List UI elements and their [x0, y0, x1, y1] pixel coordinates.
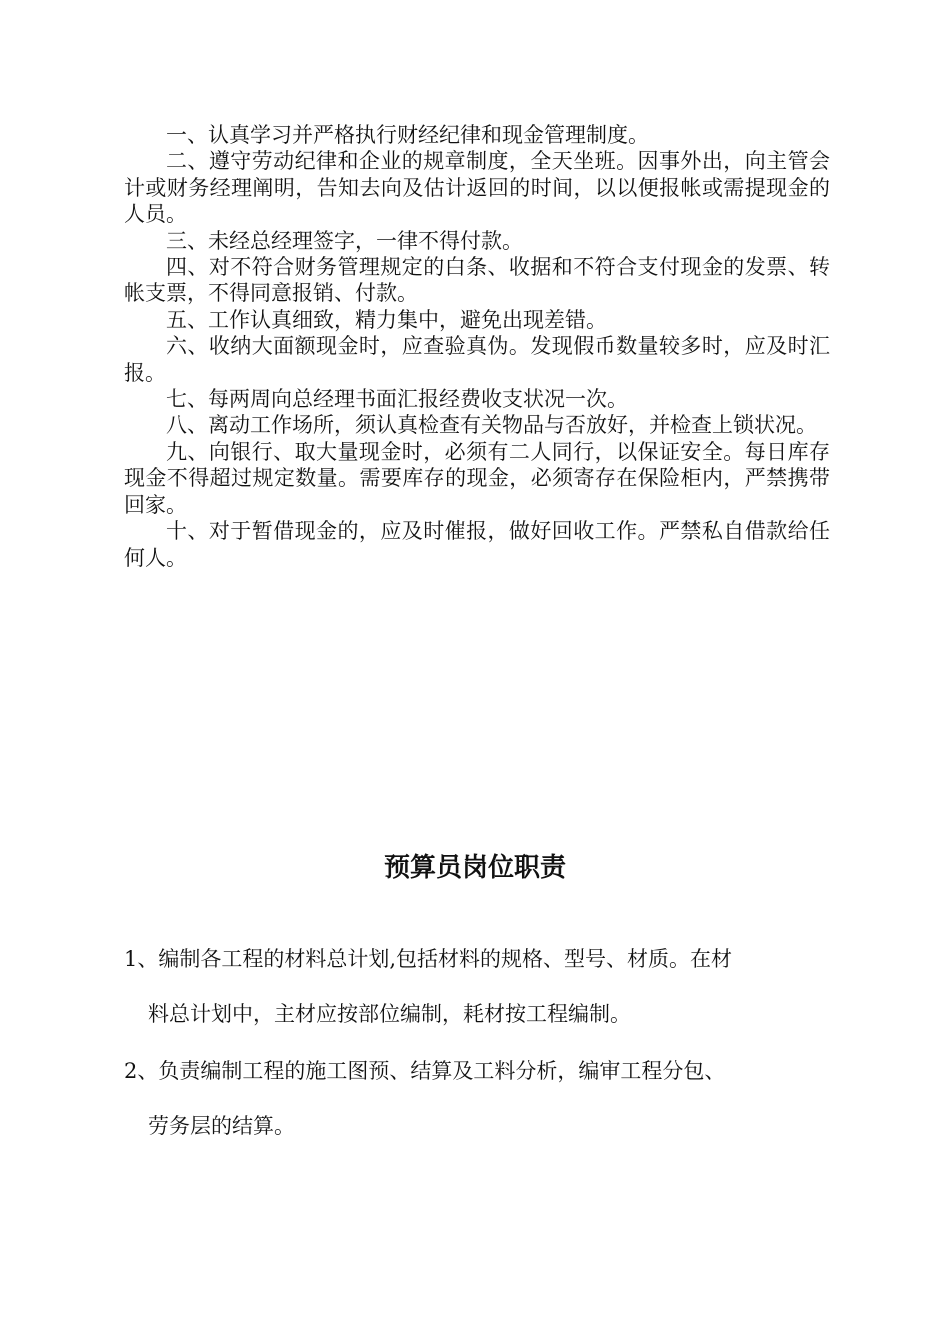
- rule-paragraph: 十、对于暂借现金的，应及时催报，做好回收工作。严禁私自借款给任何人。: [124, 519, 830, 570]
- cashier-rules-section: [124, 122, 830, 571]
- duty-item-continuation: 劳务层的结算。: [148, 1114, 295, 1138]
- duty-item-line: 1、编制各工程的材料总计划,包括材料的规格、型号、材质。在材: [124, 947, 733, 971]
- rule-paragraph: 六、收纳大面额现金时，应查验真伪。发现假币数量较多时，应及时汇报。: [124, 334, 830, 385]
- rule-paragraph: 九、向银行、取大量现金时，必须有二人同行，以保证安全。每日库存现金不得超过规定数量。需要库存的现金，必须寄存在保险柜内，严禁携带回家。: [124, 439, 830, 517]
- duty-item: [124, 940, 824, 1033]
- rule-paragraph: 八、离动工作场所，须认真检查有关物品与否放好，并检查上锁状况。: [166, 413, 817, 438]
- duty-item-continuation: 料总计划中，主材应按部位编制，耗材按工程编制。: [148, 1002, 631, 1026]
- rule-paragraph: 七、每两周向总经理书面汇报经费收支状况一次。: [166, 387, 628, 412]
- rule-paragraph: 四、对不符合财务管理规定的白条、收据和不符合支付现金的发票、转帐支票，不得同意报销、付款。: [124, 255, 830, 306]
- section-title: 预算员岗位职责: [383, 853, 566, 883]
- rule-paragraph: 二、遵守劳动纪律和企业的规章制度，全天坐班。因事外出，向主管会计或财务经理阐明，告知去向及估计返回的时间，以以便报帐或需提现金的人员。: [124, 149, 830, 227]
- duty-item: [124, 1052, 824, 1145]
- rule-paragraph: 三、未经总经理签字，一律不得付款。: [166, 228, 523, 253]
- budget-duties-section: [124, 940, 824, 1164]
- rule-paragraph: 五、工作认真细致，精力集中，避免出现差错。: [166, 307, 607, 332]
- rule-paragraph: 一、认真学习并严格执行财经纪律和现金管理制度。: [166, 123, 649, 147]
- duty-item-line: 2、负责编制工程的施工图预、结算及工料分析，编审工程分包、: [124, 1059, 726, 1083]
